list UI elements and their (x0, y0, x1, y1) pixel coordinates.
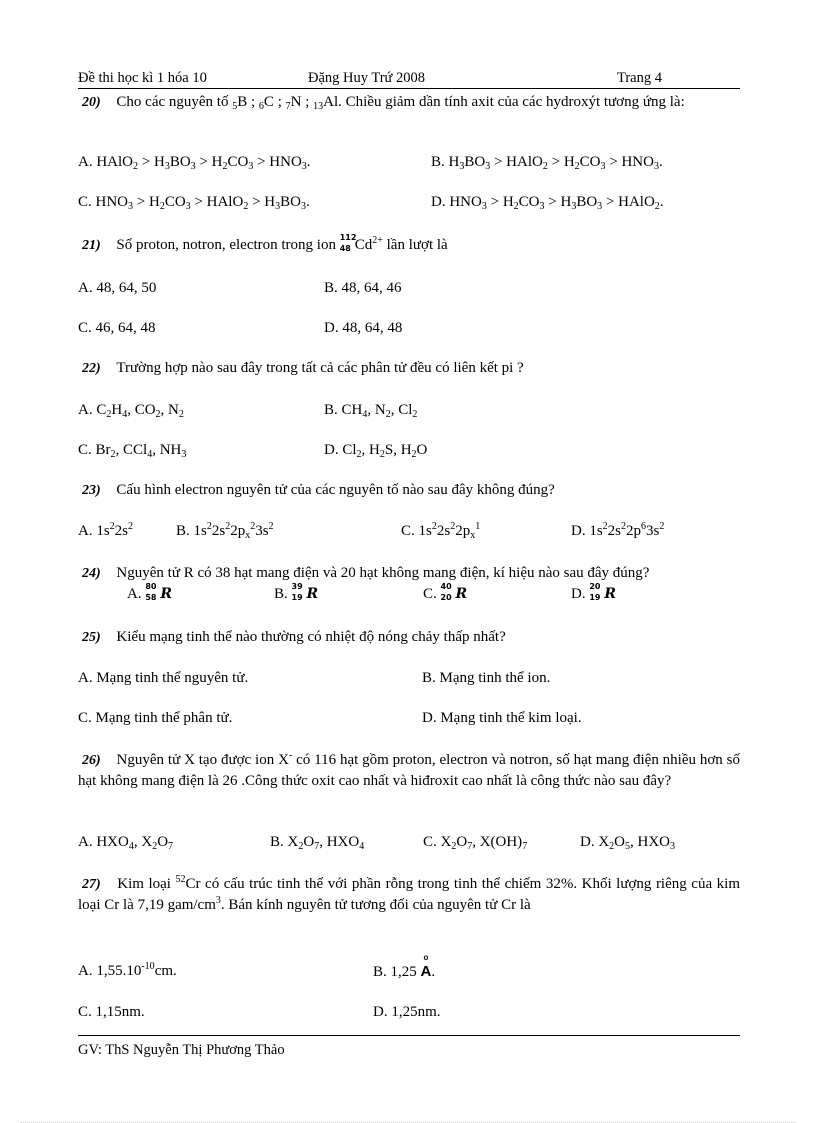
option-21b: B. 48, 64, 46 (324, 280, 402, 296)
question-number: 24) (82, 566, 101, 581)
question-number: 27) (82, 877, 101, 892)
question-27: 27) Kim loại $^{52}$Cr có cấu trúc tinh thể với phần rỗng trong tinh thể chiếm 32%. Khối lượng riêng của kim loại Cr là 7,19 gam/$cm^3$. Bán kính nguyên tử tương đối của nguyên tử Cr là (78, 874, 741, 913)
option-24d: D. 20 19 R (571, 582, 616, 602)
option-25c: C. Mạng tinh thể phân tử. (78, 710, 233, 726)
option-21a: A. 48, 64, 50 (78, 280, 157, 296)
option-21c: C. 46, 64, 48 (78, 320, 156, 336)
nuclide-cd: 112 48 (339, 233, 357, 253)
question-number: 26) (82, 753, 101, 768)
option-27b: B. 1,25 o A. (373, 963, 435, 981)
option-26c: C. $X_2O_7$, $X(OH)_7$ (423, 834, 528, 852)
question-22: 22) Trường hợp nào sau đây trong tất cả các phân tử đều có liên kết pi ? (82, 360, 524, 376)
header-rule (78, 88, 740, 89)
option-24a: A. 80 58 R (127, 582, 172, 602)
header-title: Đề thi học kì 1 hóa 10 (78, 70, 207, 86)
footer-teacher: GV: ThS Nguyễn Thị Phương Thảo (78, 1042, 285, 1058)
question-25: 25) Kiểu mạng tinh thể nào thường có nhiệt độ nóng chảy thấp nhất? (82, 629, 506, 645)
option-27c: C. 1,15nm. (78, 1004, 145, 1020)
option-22c: C. $Br_2$, CCl$_4$, $NH_3$ (78, 442, 187, 460)
option-20b: B. $H_3BO_3$ > HAlO$_2$ > $H_2CO_3 > HNO_3$. (431, 154, 663, 172)
question-number: 23) (82, 483, 101, 498)
question-number: 20) (82, 95, 101, 110)
option-26d: D. $X_2O_5$, $HXO_3$ (580, 834, 676, 852)
angstrom-symbol: o A (421, 963, 432, 980)
option-23d: D. $1s^22s^22p^63s^2$ (571, 521, 665, 539)
question-21: 21) Số proton, notron, electron trong ion 112 48 $Cd^{2+}$ lần lượt là (82, 233, 448, 253)
option-24c: C. 40 20 R (423, 582, 468, 602)
option-27a: A. $1,55.10^{-10}cm$. (78, 961, 177, 979)
option-25b: B. Mạng tinh thể ion. (422, 670, 551, 686)
option-26a: A. $HXO_4$, $X_2O_7$ (78, 834, 174, 852)
question-24: 24) Nguyên tử R có 38 hạt mang điện và 20 hạt không mang điện, kí hiệu nào sau đây đúng? (82, 565, 650, 581)
question-number: 21) (82, 238, 101, 253)
question-26: 26) Nguyên tử X tạo được ion X- có 116 hạt gồm proton, electron và notron, số hạt mang điện nhiều hơn số hạt không mang điện là 26 .Công thức oxit cao nhất và hiđroxit cao nhất là công thức nào sau đây? (78, 750, 741, 789)
footer-rule (78, 1035, 740, 1036)
option-25d: D. Mạng tinh thể kim loại. (422, 710, 582, 726)
question-number: 22) (82, 361, 101, 376)
option-22d: D. $Cl_2$, $H_2S$, $H_2O$ (324, 442, 428, 460)
option-27d: D. 1,25nm. (373, 1004, 441, 1020)
option-25a: A. Mạng tinh thể nguyên tử. (78, 670, 249, 686)
question-number: 25) (82, 630, 101, 645)
option-26b: B. $X_2O_7$, $HXO_4$ (270, 834, 365, 852)
option-23a: A. $1s^22s^2$ (78, 521, 134, 539)
question-20: 20) Cho các nguyên tố $_5$B ; $_6$C ; $_7$N ; $_{13}$Al. Chiều giảm dần tính axit của các hydroxýt tương ứng là: (82, 94, 685, 112)
option-22b: B. $CH_4$, $N_2$, $Cl_2$ (324, 402, 418, 420)
option-20a: A. HAlO$_2$ > $H_3BO_3 > H_2CO_3 > HNO_3$. (78, 154, 311, 172)
option-22a: A. $C_2H_4$, $CO_2$, $N_2$ (78, 402, 184, 420)
option-21d: D. 48, 64, 48 (324, 320, 403, 336)
option-20c: C. $HNO_3 > H_2CO_3$ > HAlO$_2$ > $H_3BO_3$. (78, 194, 310, 212)
question-23: 23) Cấu hình electron nguyên tử của các nguyên tố nào sau đây không đúng? (82, 482, 555, 498)
option-23b: B. $1s^22s^22p_x^23s^2$ (176, 521, 274, 541)
option-23c: C. $1s^22s^22p_x^1$ (401, 521, 481, 541)
header-page: Trang 4 (617, 70, 662, 86)
option-20d: D. $HNO_3 > H_2CO_3 > H_3BO_3$ > HAlO$_2$. (431, 194, 664, 212)
header-author: Đặng Huy Trứ 2008 (308, 70, 426, 86)
option-24b: B. 39 19 R (274, 582, 319, 602)
